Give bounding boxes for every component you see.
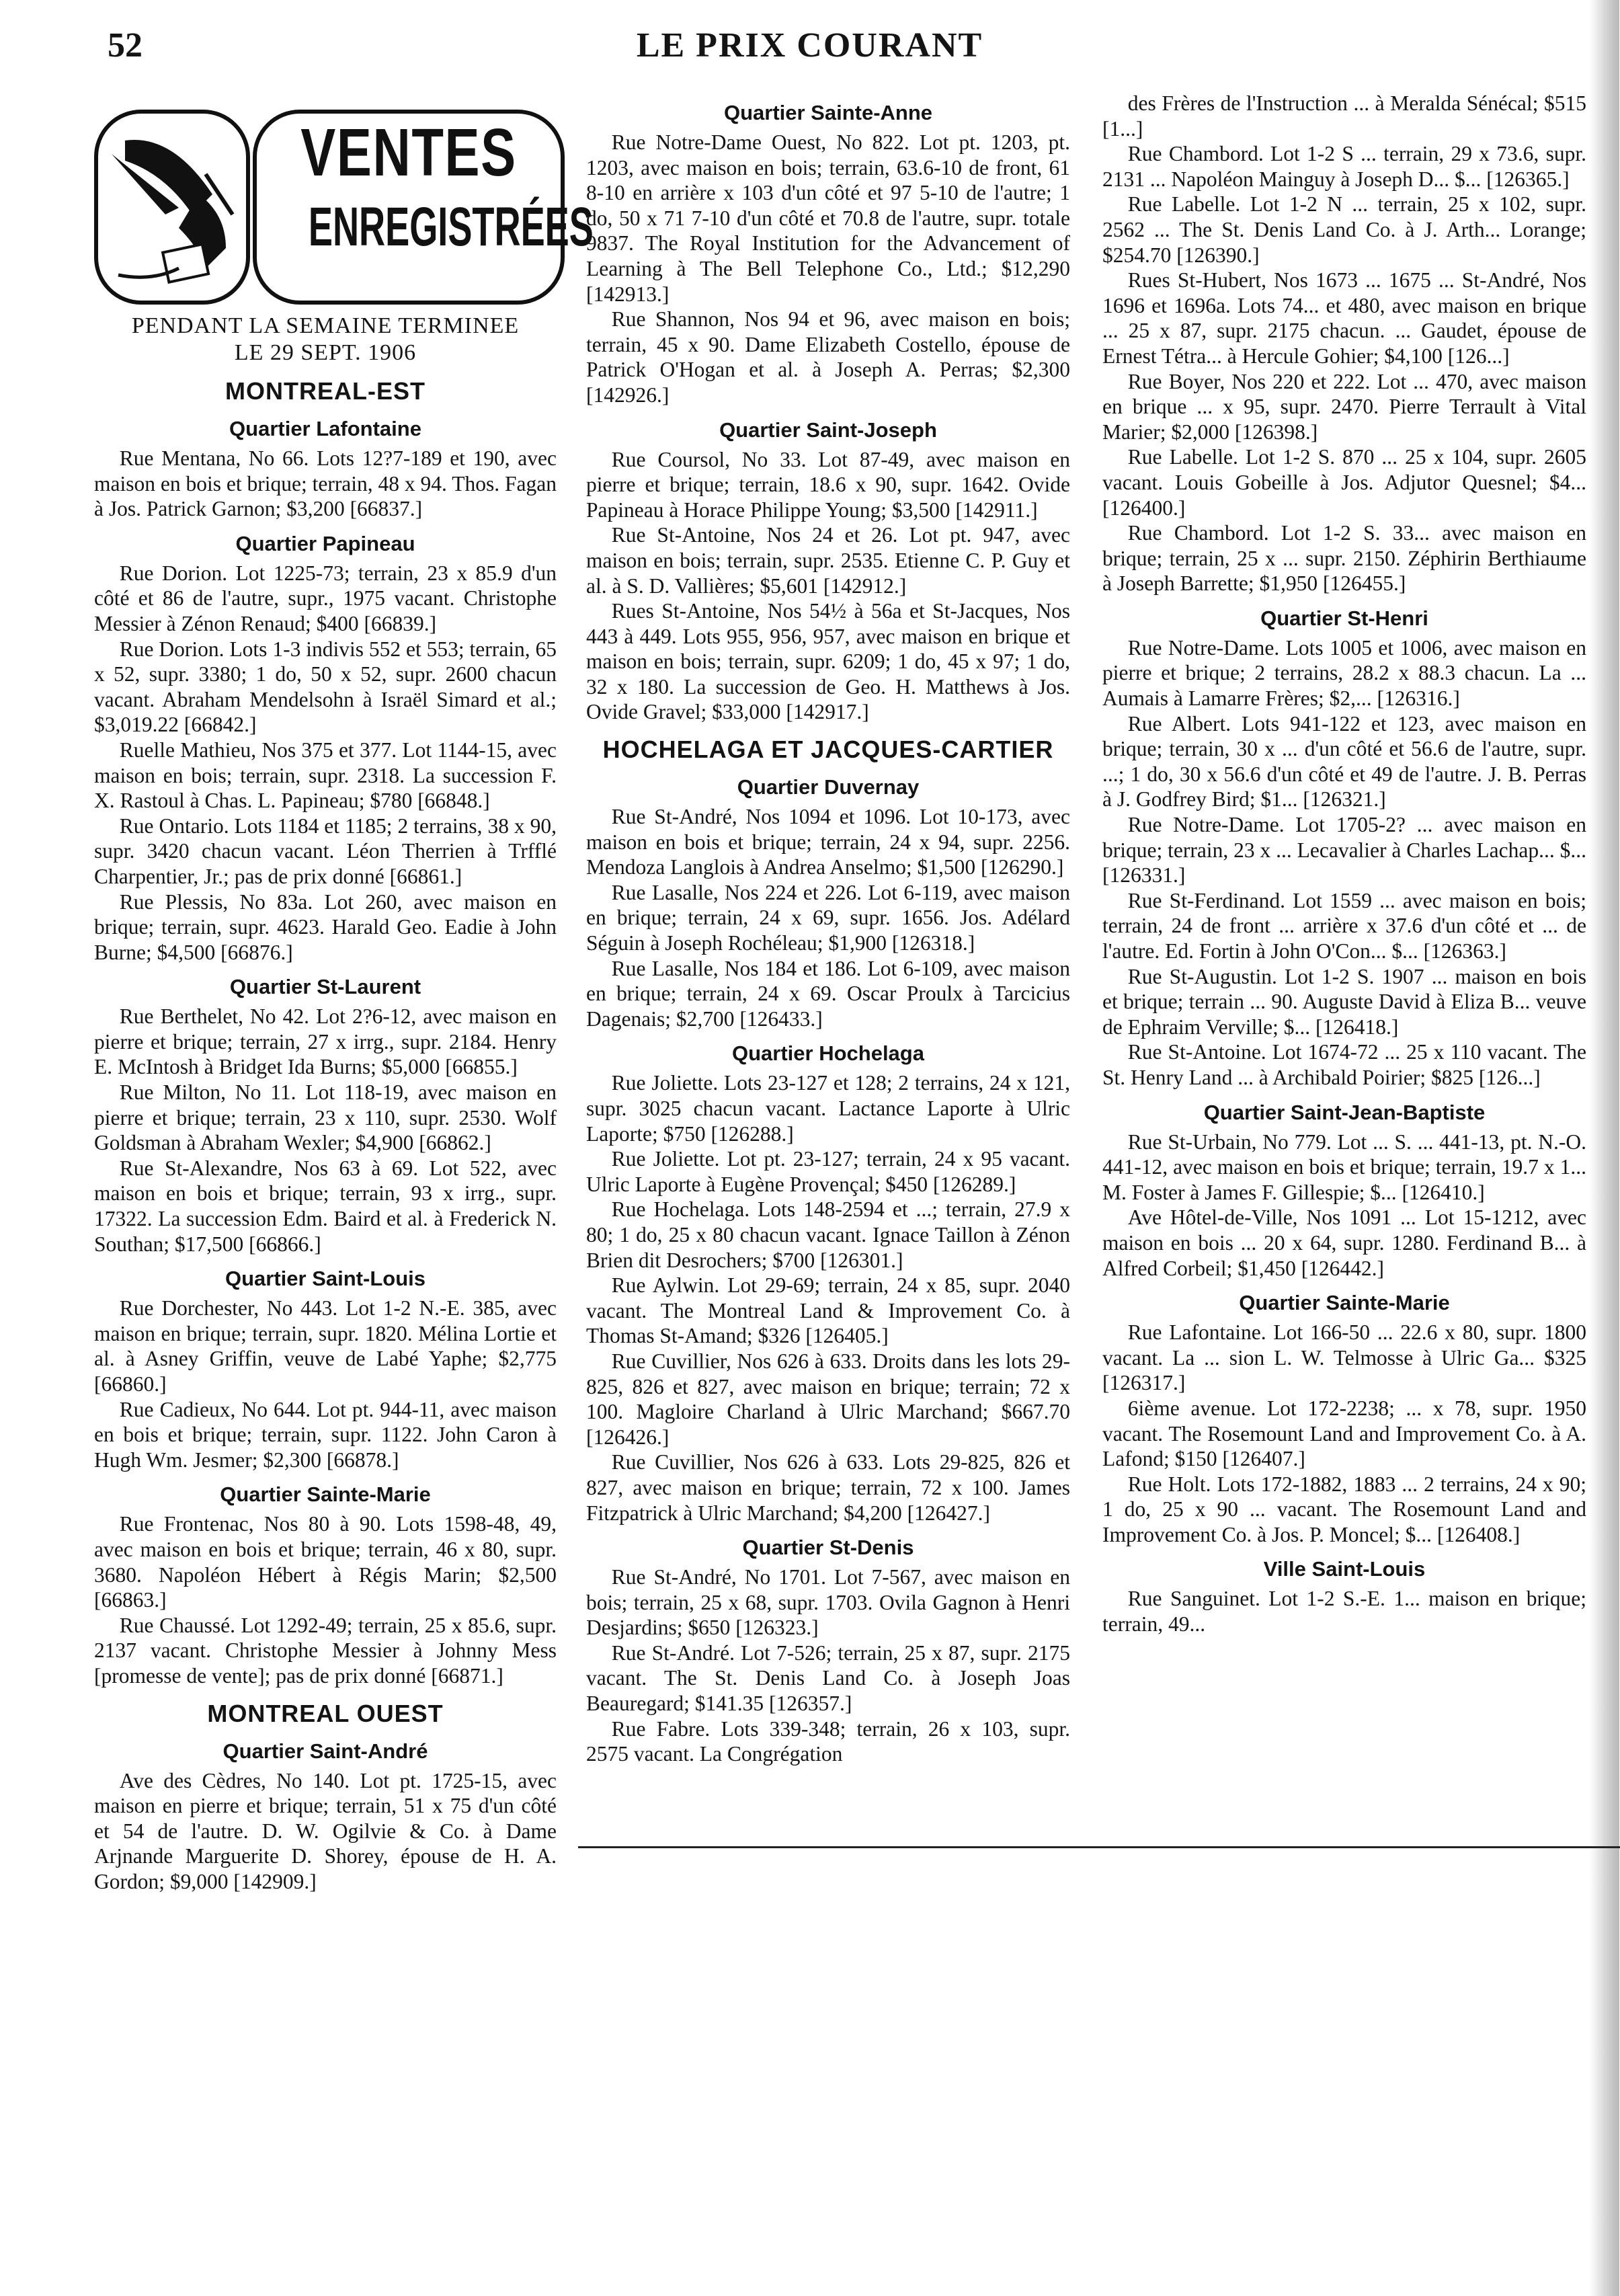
column-3 [1102,91,1586,2276]
page-number: 52 [108,26,143,65]
page-edge-shadow [1590,0,1619,2296]
sale-entry: Rue St-Urbain, No 779. Lot ... S. ... 441-13, pt. N.-O. 441-12, avec maison en bois et brique; terrain, 19.7 x 1... M. Foster à James F. Gillespie; $... [126410.] [1102,1130,1586,1204]
sale-entry: Rues St-Hubert, Nos 1673 ... 1675 ... St-André, Nos 1696 et 1696a. Lots 74... et 480, avec maison en brique ... 25 x 87, supr. 2175 chacun. ... Gaudet, épouse de Ernest Tétra... à Hercule Gohier; $4,100 [126...] [1102,268,1586,368]
quarter-heading: Quartier St-Denis [742,1536,914,1560]
quarter-heading: Quartier Saint-André [222,1739,428,1763]
sale-entry: Rue St-Antoine. Lot 1674-72 ... 25 x 110 vacant. The St. Henry Land ... à Archibald Poirier; $825 [126...] [1102,1040,1586,1089]
sale-entry: Rue Fabre. Lots 339-348; terrain, 26 x 103, supr. 2575 vacant. La Congrégation [586,1716,1070,1766]
quarter-heading: Quartier Duvernay [737,775,920,799]
sale-entry: Rue Notre-Dame Ouest, No 822. Lot pt. 1203, pt. 1203, avec maison en bois; terrain, 63.6-10 de front, 61 8-10 en arrière x 103 d'un côté et 97 5-10 de l'autre; 1 do, 50 x 71 7-10 d'un côté et 70.8 de l'autre, supr. totale 9837. The Royal Institution for the Advancement of Learning à The Bell Telephone Co., Ltd.; $12,290 [142913.] [586,130,1070,306]
sale-entry: Rue Chaussé. Lot 1292-49; terrain, 25 x 85.6, supr. 2137 vacant. Christophe Messier à Johnny Mess [promesse de vente]; pas de prix donné [66871.] [94,1613,557,1688]
sale-entry: 6ième avenue. Lot 172-2238; ... x 78, supr. 1950 vacant. The Rosemount Land and Improvement Co. à A. Lafond; $150 [126407.] [1102,1396,1586,1471]
logo-text-line1: VENTES [300,115,517,190]
sale-entry: Rue Berthelet, No 42. Lot 2?6-12, avec maison en pierre et brique; terrain, 27 x irrg., supr. 2184. Henry E. McIntosh à Bridget Ida Burns; $5,000 [66855.] [94,1004,557,1079]
sale-entry: Rue St-Augustin. Lot 1-2 S. 1907 ... maison en bois et brique; terrain ... 90. Auguste David à Eliza B... veuve de Ephraim Verville; $... [126418.] [1102,964,1586,1039]
sale-entry: Ave des Cèdres, No 140. Lot pt. 1725-15, avec maison en pierre et brique; terrain, 51 x 75 d'un côté et 54 de l'autre. D. W. Ogilvie & Co. à Dame Arjnande Marguerite D. Shorey, épouse de H. A. Gordon; $9,000 [142909.] [94,1768,557,1893]
writing-hand-emblem [94,110,250,305]
sale-entry: Rue Shannon, Nos 94 et 96, avec maison en bois; terrain, 45 x 90. Dame Elizabeth Costello, épouse de Patrick O'Hogan et al. à Joseph A. Perras; $2,300 [142926.] [586,307,1070,407]
quarter-heading: Quartier Sainte-Anne [723,101,933,124]
sale-entry: Rue Joliette. Lot pt. 23-127; terrain, 24 x 95 vacant. Ulric Laporte à Eugène Provençal; $450 [126289.] [586,1147,1070,1196]
column-1 [94,91,594,2276]
quarter-heading: Quartier Sainte-Marie [220,1482,431,1507]
sale-entry: Rue St-Ferdinand. Lot 1559 ... avec maison en bois; terrain, 24 de front ... arrière x 37.6 d'un côté et ... de l'autre. Ed. Fortin à John O'Con... $... [126363.] [1102,888,1586,963]
sale-entry: Rue Sanguinet. Lot 1-2 S.-E. 1... maison en brique; terrain, 49... [1102,1587,1586,1636]
logo-text-panel [253,110,594,305]
quarter-heading: Quartier Sainte-Marie [1239,1291,1450,1315]
page-header [0,13,1619,67]
quarter-heading: Quartier St-Henri [1260,606,1428,630]
sale-entry: Rue Mentana, No 66. Lots 12?7-189 et 190, avec maison en bois et brique; terrain, 48 x 94. Thos. Fagan à Jos. Patrick Garnon; $3,200 [66837.] [94,446,557,521]
sale-entry: Rue Dorchester, No 443. Lot 1-2 N.-E. 385, avec maison en brique; terrain, supr. 1820. Mélina Lortie et al. à Asney Griffin, veuve de Labé Yaphe; $2,775 [66860.] [94,1296,557,1396]
district-heading: MONTREAL-EST [225,377,426,405]
quarter-heading: Quartier Papineau [235,531,415,555]
quill-hand-icon [98,114,246,301]
sale-entry: Ruelle Mathieu, Nos 375 et 377. Lot 1144-15, avec maison en bois; terrain, supr. 2318. La succession F. X. Rastoul à Chas. L. Papineau; $780 [66848.] [94,738,557,813]
sale-entry: Ave Hôtel-de-Ville, Nos 1091 ... Lot 15-1212, avec maison en bois ... 20 x 64, supr. 1280. Ferdinand B... à Alfred Corbeil; $1,450 [126442.] [1102,1205,1586,1280]
sale-entry: des Frères de l'Instruction ... à Meralda Sénécal; $515 [1...] [1102,91,1586,141]
col1-sections [94,415,557,1689]
sale-entry: Rue Coursol, No 33. Lot 87-49, avec maison en pierre et brique; terrain, 18.6 x 90, supr. 1642. Ovide Papineau à Horace Philippe Young; $3,500 [142911.] [586,447,1070,522]
sale-entry: Rue Lafontaine. Lot 166-50 ... 22.6 x 80, supr. 1800 vacant. La ... sion L. W. Telmosse à Ulric Ga... $325 [126317.] [1102,1320,1586,1395]
sale-entry: Rue Ontario. Lots 1184 et 1185; 2 terrains, 38 x 90, supr. 3420 chacun vacant. Léon Therrien à Trfflé Charpentier, Jr.; pas de prix donné [66861.] [94,814,557,888]
quarter-heading: Quartier Saint-Jean-Baptiste [1203,1100,1486,1124]
running-title: LE PRIX COURANT [636,26,983,65]
sale-entry: Rue Hochelaga. Lots 148-2594 et ...; terrain, 27.9 x 80; 1 do, 25 x 80 chacun vacant. Ignace Taillon à Zénon Brien dit Desrochers; $700 [126301.] [586,1197,1070,1272]
quarter-heading: Ville Saint-Louis [1263,1557,1426,1581]
district-heading: MONTREAL OUEST [207,1699,444,1727]
sale-entry: Rues St-Antoine, Nos 54½ à 56a et St-Jacques, Nos 443 à 449. Lots 955, 956, 957, avec maison en brique et maison en bois; terrain, supr. 6209; 1 do, 45 x 97; 1 do, 32 x 180. La succession de Geo. H. Matthews à Jos. Ovide Gravel; $33,000 [142917.] [586,599,1070,724]
sale-entry: Rue Dorion. Lot 1225-73; terrain, 23 x 85.9 d'un côté et 86 de l'autre, supr., 1975 vacant. Christophe Messier à Zénon Renaud; $400 [66839.] [94,561,557,635]
sale-entry: Rue Cadieux, No 644. Lot pt. 944-11, avec maison en bois et brique; terrain, supr. 1122. John Caron à Hugh Wm. Jesmer; $2,300 [66878.] [94,1397,557,1472]
sale-entry: Rue Milton, No 11. Lot 118-19, avec maison en pierre et brique; terrain, 23 x 110, supr. 2530. Wolf Goldsman à Abraham Wexler; $4,900 [66862.] [94,1080,557,1155]
sale-entry: Rue Aylwin. Lot 29-69; terrain, 24 x 85, supr. 2040 vacant. The Montreal Land & Improvement Co. à Thomas St-Amand; $326 [126405.] [586,1273,1070,1348]
sale-entry: Rue Notre-Dame. Lots 1005 et 1006, avec maison en pierre et brique; 2 terrains, 28.2 x 88.3 chacun. La ... Aumais à Lamarre Frères; $2,... [126316.] [1102,635,1586,711]
period-line-2: LE 29 SEPT. 1906 [234,340,417,365]
col2-sections-2 [586,773,1070,1767]
sale-entry: Rue Lasalle, Nos 184 et 186. Lot 6-109, avec maison en brique; terrain, 24 x 69. Oscar Proulx à Tarcicius Dagenais; $2,700 [126433.] [586,956,1070,1031]
col2-sections [586,99,1070,725]
quarter-heading: Quartier Hochelaga [732,1041,924,1066]
column-2 [586,91,1070,2276]
sale-entry: Rue Labelle. Lot 1-2 N ... terrain, 25 x 102, supr. 2562 ... The St. Denis Land Co. à J. Arth... Lorange; $254.70 [126390.] [1102,192,1586,267]
logo-text-line2: ENREGISTRÉES [308,196,594,258]
col1-sections-2 [94,1737,557,1895]
sale-entry: Rue Cuvillier, Nos 626 à 633. Droits dans les lots 29-825, 826 et 827, avec maison en brique; terrain; 72 x 100. Magloire Charland à Ulric Marchand; $667.70 [126426.] [586,1349,1070,1449]
sale-entry: Rue Labelle. Lot 1-2 S. 870 ... 25 x 104, supr. 2605 vacant. Louis Gobeille à Jos. Adjutor Quesnel; $4... [126400.] [1102,445,1586,520]
sale-entry: Rue Lasalle, Nos 224 et 226. Lot 6-119, avec maison en brique; terrain, 24 x 69, supr. 1656. Jos. Adélard Séguin à Joseph Rochéleau; $1,900 [126318.] [586,880,1070,955]
district-heading: HOCHELAGA ET JACQUES-CARTIER [602,736,1054,764]
period-line-1: PENDANT LA SEMAINE TERMINEE [131,313,520,338]
quarter-heading: Quartier Saint-Joseph [719,418,937,442]
sale-entry: Rue Cuvillier, Nos 626 à 633. Lots 29-825, 826 et 827, avec maison en brique; terrain, 72 x 100. James Fitzpatrick à Ulric Marchand; $4,200 [126427.] [586,1450,1070,1525]
col3-sections [1102,91,1586,1637]
sale-entry: Rue Joliette. Lots 23-127 et 128; 2 terrains, 24 x 121, supr. 3025 chacun vacant. Lactance Laporte à Ulric Laporte; $750 [126288.] [586,1071,1070,1146]
quarter-heading: Quartier St-Laurent [229,975,421,999]
sale-entry: Rue Plessis, No 83a. Lot 260, avec maison en brique; terrain, supr. 4623. Harald Geo. Eadie à John Burne; $4,500 [66876.] [94,889,557,964]
sale-entry: Rue Frontenac, Nos 80 à 90. Lots 1598-48, 49, avec maison en bois et brique; terrain, 46 x 80, supr. 3680. Napoléon Hébert à Régis Marin; $2,500 [66863.] [94,1512,557,1612]
sale-entry: Rue St-André, Nos 1094 et 1096. Lot 10-173, avec maison en bois et brique; terrain, 24 x 94, supr. 2256. Mendoza Langlois à Andrea Anselmo; $1,500 [126290.] [586,805,1070,879]
quarter-heading: Quartier Saint-Louis [225,1267,426,1291]
sale-entry: Rue St-Alexandre, Nos 63 à 69. Lot 522, avec maison en bois et brique; terrain, 93 x irrg., supr. 17322. La succession Edm. Baird et al. à Frederick N. Southan; $17,500 [66866.] [94,1156,557,1256]
ventes-enregistrees-logo [94,91,594,313]
sale-entry: Rue St-Antoine, Nos 24 et 26. Lot pt. 947, avec maison en bois; terrain, supr. 2535. Etienne C. P. Guy et al. à S. D. Vallières; $5,601 [142912.] [586,523,1070,598]
sale-entry: Rue St-André. Lot 7-526; terrain, 25 x 87, supr. 2175 vacant. The St. Denis Land Co. à Joseph Joas Beauregard; $141.35 [126357.] [586,1640,1070,1716]
sale-entry: Rue Notre-Dame. Lot 1705-2? ... avec maison en brique; terrain, 23 x ... Lecavalier à Charles Lachap... $... [126331.] [1102,813,1586,887]
sale-entry: Rue Dorion. Lots 1-3 indivis 552 et 553; terrain, 65 x 52, supr. 3380; 1 do, 50 x 52, supr. 2600 chacun vacant. Abraham Mendelsohn à Israël Simard et al.; $3,019.22 [66842.] [94,637,557,737]
sale-entry: Rue St-André, No 1701. Lot 7-567, avec maison en bois; terrain, 25 x 68, supr. 1703. Ovila Gagnon à Henri Desjardins; $650 [126323.] [586,1565,1070,1640]
sale-entry: Rue Chambord. Lot 1-2 S ... terrain, 29 x 73.6, supr. 2131 ... Napoléon Mainguy à Joseph D... $... [126365.] [1102,142,1586,191]
quarter-heading: Quartier Lafontaine [229,417,421,440]
sale-entry: Rue Chambord. Lot 1-2 S. 33... avec maison en brique; terrain, 25 x ... supr. 2150. Zéphirin Berthiaume à Joseph Barrette; $1,950 [126455.] [1102,521,1586,596]
sale-entry: Rue Albert. Lots 941-122 et 123, avec maison en brique; terrain, 30 x ... d'un côté et 56.6 de l'autre, supr. ...; 1 do, 30 x 56.6 d'un côté et 49 de l'autre. J. B. Perras à J. Godfrey Bird; $1... [126321.] [1102,711,1586,811]
sale-entry: Rue Boyer, Nos 220 et 222. Lot ... 470, avec maison en brique ... x 95, supr. 2470. Pierre Terrault à Vital Marier; $2,000 [126398.] [1102,369,1586,444]
sale-entry: Rue Holt. Lots 172-1882, 1883 ... 2 terrains, 24 x 90; 1 do, 25 x 90 ... vacant. The Rosemount Land and Improvement Co. à Jos. P. Moncel; $... [126408.] [1102,1472,1586,1546]
